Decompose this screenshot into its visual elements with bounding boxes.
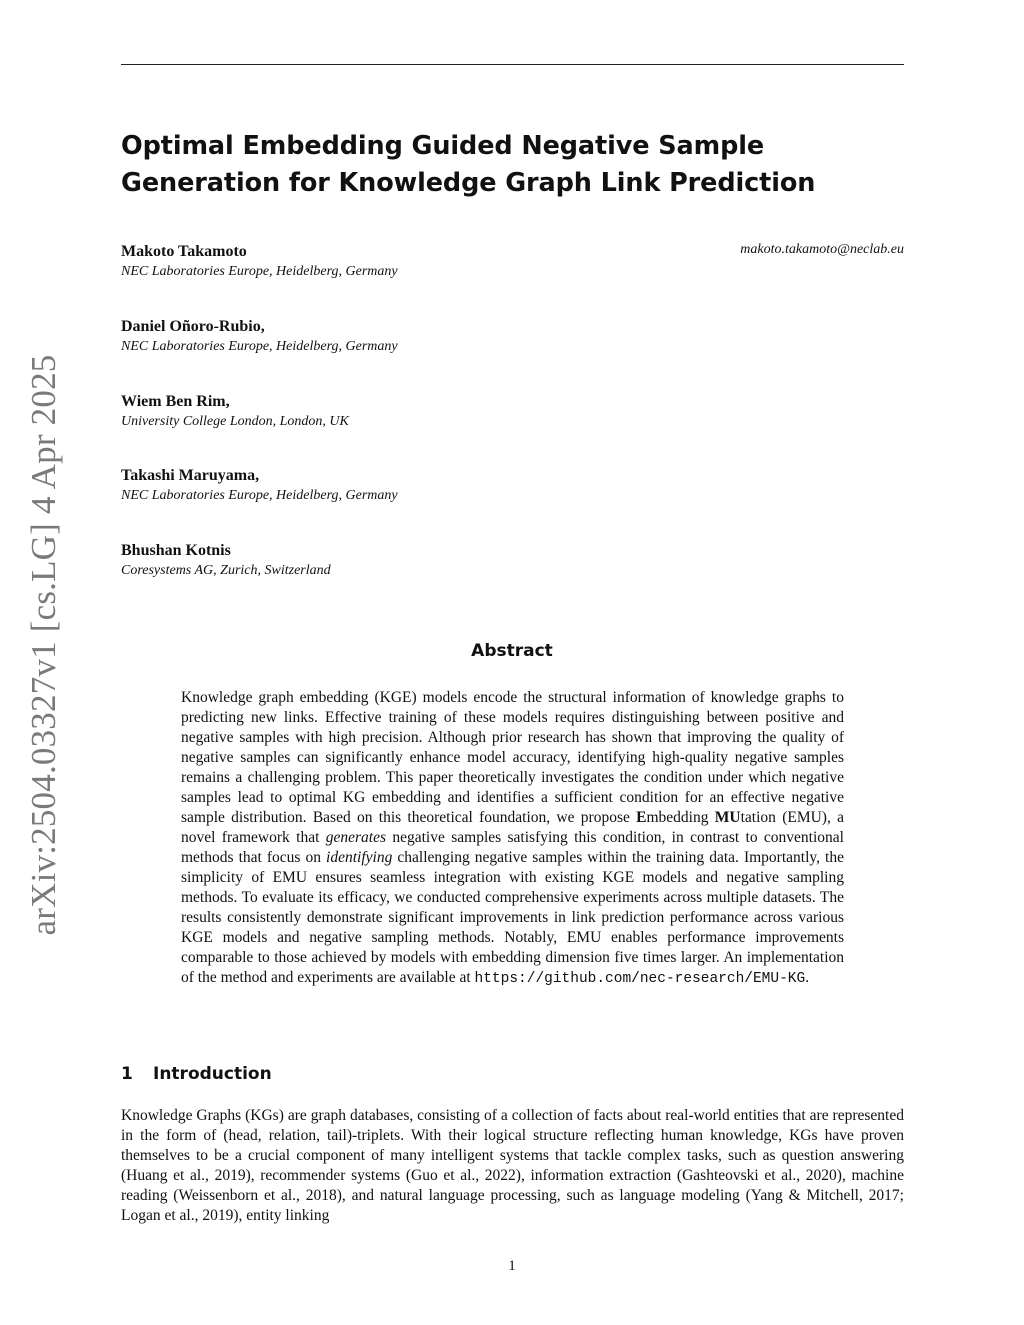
author-email[interactable]: makoto.takamoto@neclab.eu (740, 242, 904, 257)
paper-title: Optimal Embedding Guided Negative Sample Generation for Knowledge Graph Link Prediction (121, 131, 816, 198)
author-entry (121, 541, 904, 580)
introduction-text: Knowledge Graphs (KGs) are graph databases, consisting of a collection of facts about real-world entities that are represented in the form of (head, relation, tail)-triplets. With their logical structure reflecting human knowledge, KGs have proven themselves to be a crucial component of many intelligent systems that tackle complex tasks, such as question answering (Huang et al., 2019), recommender systems (Guo et al., 2022), information extraction (Gashteovski et al., 2020), machine reading (Weissenborn et al., 2018), and natural language processing, such as language modeling (Yang & Mitchell, 2017; Logan et al., 2019), entity linking (121, 1107, 904, 1224)
arxiv-identifier: arXiv:2504.03327v1 [cs.LG] 4 Apr 2025 (24, 354, 63, 936)
section-title: Introduction (153, 1064, 272, 1084)
author-affiliation: University College London, London, UK (121, 414, 349, 429)
author-entry (121, 392, 904, 431)
code-repository-link[interactable]: https://github.com/nec-research/EMU-KG (474, 971, 806, 987)
author-affiliation: NEC Laboratories Europe, Heidelberg, Germany (121, 264, 398, 279)
author-entry (121, 317, 904, 356)
header-rule (121, 64, 904, 65)
author-name: Daniel Oñoro-Rubio, (121, 318, 265, 335)
author-name: Wiem Ben Rim, (121, 393, 230, 410)
author-affiliation: NEC Laboratories Europe, Heidelberg, Germany (121, 339, 398, 354)
page-number: 1 (508, 1258, 516, 1274)
author-name: Bhushan Kotnis (121, 542, 231, 559)
section-number: 1 (121, 1064, 133, 1084)
abstract-heading: Abstract (471, 641, 553, 661)
author-entry (121, 466, 904, 505)
abstract-text: Knowledge graph embedding (KGE) models encode the structural information of knowledge graphs to predicting new links. Effective training of these models requires distinguishing between positive and negative samples with high precision. Although prior research has shown that improving the quality of negative samples can significantly enhance model accuracy, identifying high-quality negative samples remains a challenging problem. This paper theoretically investigates the condition under which negative samples lead to optimal KG embedding and identifies a sufficient condition for an effective negative sample distribution. Based on this theoretical foundation, we propose Embedding MUtation (EMU), a novel framework that generates negative samples satisfying this condition, in contrast to conventional methods that focus on identifying challenging negative samples within the training data. Importantly, the simplicity of EMU ensures seamless integration with existing KGE models and negative sampling methods. To evaluate its efficacy, we conducted comprehensive experiments across multiple datasets. The results consistently demonstrate significant improvements in link prediction performance across various KGE models and negative sampling methods. Notably, EMU enables performance improvements comparable to those achieved by models with embedding dimension five times larger. An implementation of the method and experiments are available at https://github.com/nec-research/EMU-KG. (181, 689, 844, 987)
author-affiliation: Coresystems AG, Zurich, Switzerland (121, 563, 331, 578)
section-heading-introduction (121, 1064, 272, 1084)
author-name: Makoto Takamoto (121, 243, 247, 260)
author-affiliation: NEC Laboratories Europe, Heidelberg, Germany (121, 488, 398, 503)
author-entry (121, 242, 904, 281)
author-name: Takashi Maruyama, (121, 467, 260, 484)
